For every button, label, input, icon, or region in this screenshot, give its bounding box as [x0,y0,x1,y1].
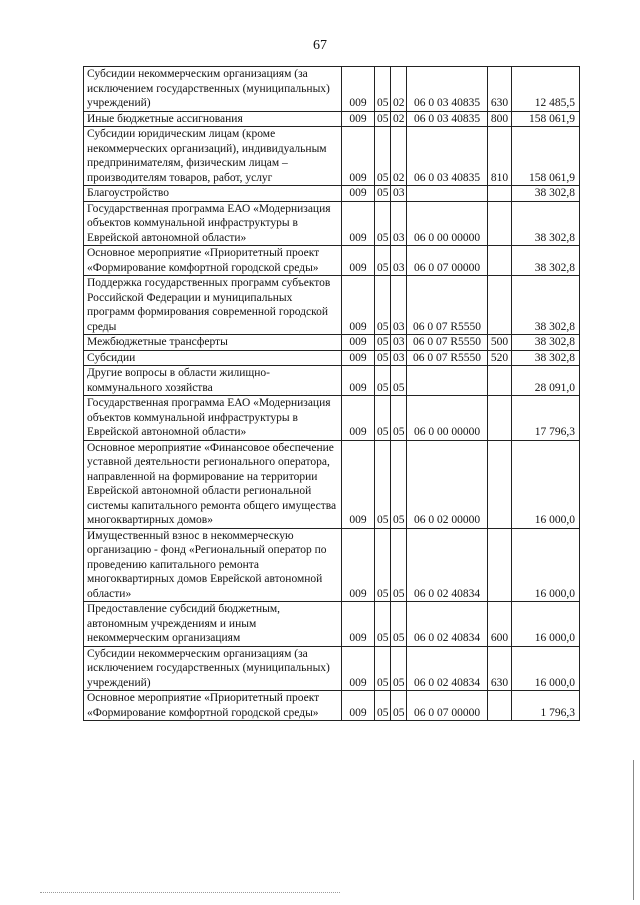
cell-expense-type [488,201,512,246]
cell-expense-type [488,440,512,528]
cell-target-article: 06 0 07 00000 [407,691,488,721]
cell-target-article: 06 0 02 00000 [407,440,488,528]
budget-table [83,66,580,721]
cell-grbs: 009 [342,201,375,246]
cell-target-article: 06 0 07 R5550 [407,350,488,366]
cell-expense-type [488,691,512,721]
cell-expense-type [488,528,512,602]
cell-subsection: 02 [391,111,407,127]
cell-subsection: 05 [391,366,407,396]
table-row [84,602,580,647]
cell-target-article: 06 0 02 40834 [407,646,488,691]
cell-section: 05 [375,396,391,441]
cell-target-article: 06 0 07 R5550 [407,276,488,335]
cell-grbs: 009 [342,276,375,335]
cell-expense-type: 600 [488,602,512,647]
cell-subsection: 05 [391,528,407,602]
cell-expense-type: 520 [488,350,512,366]
cell-section: 05 [375,528,391,602]
cell-grbs: 009 [342,127,375,186]
cell-name: Основное мероприятие «Приоритетный проект «Формирование комфортной городской среды» [84,691,342,721]
cell-section: 05 [375,691,391,721]
cell-name: Субсидии юридическим лицам (кроме некоммерческих организаций), индивидуальным предпринимателям, физическим лицам – производителям товаров, работ, услуг [84,127,342,186]
cell-target-article: 06 0 03 40835 [407,127,488,186]
table-row [84,528,580,602]
cell-expense-type: 630 [488,646,512,691]
cell-target-article [407,186,488,202]
cell-grbs: 009 [342,350,375,366]
cell-amount: 17 796,3 [512,396,580,441]
cell-target-article: 06 0 00 00000 [407,396,488,441]
cell-name: Субсидии некоммерческим организациям (за исключением государственных (муниципальных) учреждений) [84,67,342,112]
cell-subsection: 03 [391,276,407,335]
cell-amount: 38 302,8 [512,186,580,202]
cell-target-article: 06 0 02 40834 [407,528,488,602]
cell-name: Основное мероприятие «Приоритетный проект «Формирование комфортной городской среды» [84,246,342,276]
cell-grbs: 009 [342,691,375,721]
cell-name: Межбюджетные трансферты [84,335,342,351]
scan-bottom-dots [40,892,340,895]
cell-subsection: 05 [391,440,407,528]
cell-subsection: 02 [391,67,407,112]
cell-expense-type: 630 [488,67,512,112]
cell-expense-type: 500 [488,335,512,351]
cell-amount: 16 000,0 [512,528,580,602]
cell-section: 05 [375,201,391,246]
cell-grbs: 009 [342,67,375,112]
cell-target-article: 06 0 02 40834 [407,602,488,647]
cell-amount: 38 302,8 [512,350,580,366]
table-row [84,440,580,528]
table-row [84,201,580,246]
cell-name: Основное мероприятие «Финансовое обеспечение уставной деятельности регионального оператора, направленной на формирование на территории Еврейской автономной области региональной системы капитального ремонта общего имущества многоквартирных домов» [84,440,342,528]
cell-section: 05 [375,111,391,127]
cell-name: Другие вопросы в области жилищно-коммунального хозяйства [84,366,342,396]
cell-amount: 158 061,9 [512,111,580,127]
cell-subsection: 03 [391,186,407,202]
cell-section: 05 [375,276,391,335]
cell-target-article: 06 0 03 40835 [407,67,488,112]
cell-subsection: 05 [391,691,407,721]
cell-grbs: 009 [342,396,375,441]
cell-amount: 38 302,8 [512,201,580,246]
table-row [84,127,580,186]
cell-expense-type [488,366,512,396]
table-row [84,246,580,276]
cell-amount: 28 091,0 [512,366,580,396]
table-row [84,111,580,127]
cell-amount: 38 302,8 [512,246,580,276]
cell-amount: 38 302,8 [512,276,580,335]
cell-section: 05 [375,246,391,276]
cell-target-article: 06 0 07 00000 [407,246,488,276]
cell-subsection: 05 [391,396,407,441]
cell-grbs: 009 [342,602,375,647]
table-row [84,396,580,441]
cell-section: 05 [375,127,391,186]
cell-expense-type [488,186,512,202]
budget-table-body [84,67,580,721]
cell-name: Поддержка государственных программ субъектов Российской Федерации и муниципальных программ формирования современной городской среды [84,276,342,335]
cell-section: 05 [375,186,391,202]
cell-subsection: 03 [391,246,407,276]
cell-section: 05 [375,335,391,351]
table-row [84,67,580,112]
table-row [84,186,580,202]
cell-expense-type [488,276,512,335]
cell-section: 05 [375,440,391,528]
cell-name: Субсидии [84,350,342,366]
cell-target-article: 06 0 07 R5550 [407,335,488,351]
cell-grbs: 009 [342,366,375,396]
table-row [84,691,580,721]
cell-amount: 16 000,0 [512,440,580,528]
cell-section: 05 [375,366,391,396]
cell-name: Благоустройство [84,186,342,202]
cell-name: Государственная программа ЕАО «Модернизация объектов коммунальной инфраструктуры в Еврейской автономной области» [84,201,342,246]
cell-grbs: 009 [342,528,375,602]
cell-name: Государственная программа ЕАО «Модернизация объектов коммунальной инфраструктуры в Еврейской автономной области» [84,396,342,441]
cell-subsection: 03 [391,201,407,246]
cell-grbs: 009 [342,186,375,202]
cell-amount: 38 302,8 [512,335,580,351]
cell-section: 05 [375,602,391,647]
cell-target-article: 06 0 03 40835 [407,111,488,127]
cell-grbs: 009 [342,335,375,351]
page-number: 67 [313,38,327,53]
cell-section: 05 [375,350,391,366]
cell-amount: 158 061,9 [512,127,580,186]
cell-expense-type: 800 [488,111,512,127]
cell-subsection: 02 [391,127,407,186]
cell-grbs: 009 [342,246,375,276]
cell-amount: 16 000,0 [512,602,580,647]
cell-grbs: 009 [342,111,375,127]
cell-subsection: 05 [391,602,407,647]
cell-name: Предоставление субсидий бюджетным, автономным учреждениям и иным некоммерческим организациям [84,602,342,647]
cell-amount: 12 485,5 [512,67,580,112]
table-row [84,350,580,366]
cell-target-article [407,366,488,396]
cell-amount: 16 000,0 [512,646,580,691]
cell-grbs: 009 [342,646,375,691]
table-row [84,335,580,351]
cell-subsection: 03 [391,350,407,366]
cell-grbs: 009 [342,440,375,528]
table-row [84,366,580,396]
cell-subsection: 05 [391,646,407,691]
table-row [84,276,580,335]
cell-section: 05 [375,67,391,112]
scan-edge-mark [633,760,634,900]
cell-target-article: 06 0 00 00000 [407,201,488,246]
cell-name: Субсидии некоммерческим организациям (за исключением государственных (муниципальных) учреждений) [84,646,342,691]
cell-subsection: 03 [391,335,407,351]
cell-expense-type [488,246,512,276]
cell-name: Имущественный взнос в некоммерческую организацию - фонд «Региональный оператор по проведению капитального ремонта многоквартирных домов Еврейской автономной области» [84,528,342,602]
cell-expense-type [488,396,512,441]
cell-amount: 1 796,3 [512,691,580,721]
cell-expense-type: 810 [488,127,512,186]
cell-name: Иные бюджетные ассигнования [84,111,342,127]
table-row [84,646,580,691]
cell-section: 05 [375,646,391,691]
